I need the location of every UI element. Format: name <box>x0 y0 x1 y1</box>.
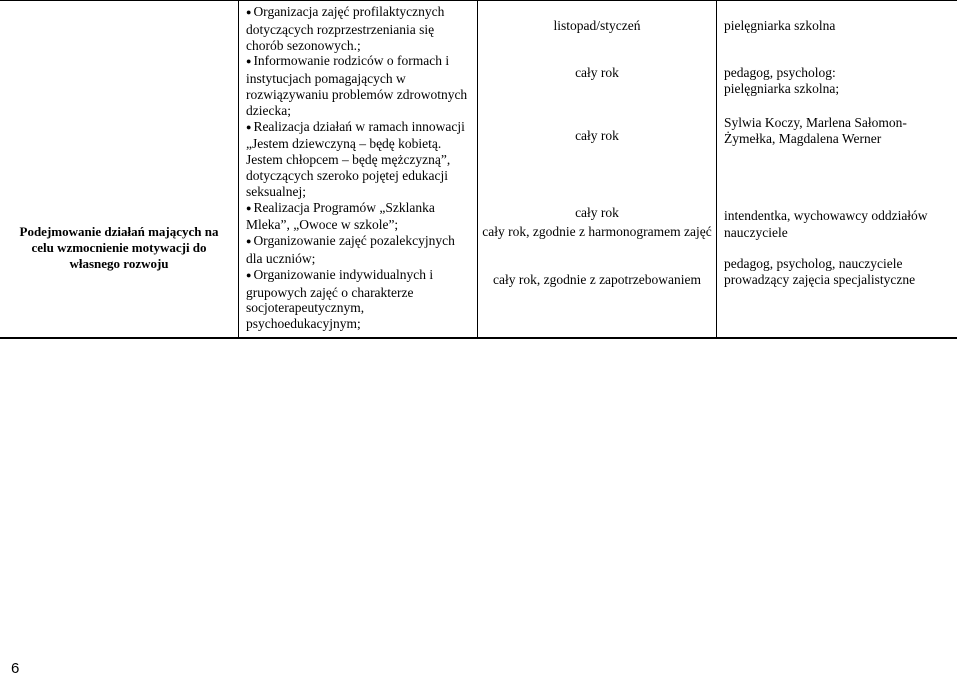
bullet-icon: ● <box>246 56 252 67</box>
tasks-list <box>246 4 474 332</box>
responsible-cell <box>717 1 957 337</box>
tasks-cell <box>239 1 478 337</box>
term-text: cały rok <box>575 128 619 143</box>
task-item: ● Organizacja zajęć profilaktycznych dotyczących rozprzestrzeniania się chorób sezonowych.; <box>246 4 445 53</box>
term-text: cały rok, zgodnie z zapotrzebowaniem <box>492 272 702 287</box>
term-text: cały rok, zgodnie z harmonogramem zajęć <box>482 224 712 239</box>
plan-table <box>0 0 957 339</box>
responsible-text: nauczyciele <box>724 225 788 240</box>
responsible-text: pedagog, psycholog, nauczyciele prowadzący zajęcia specjalistyczne <box>724 256 916 287</box>
responsible-text: intendentka, wychowawcy oddziałów <box>724 208 928 223</box>
term-text: listopad/styczeń <box>553 18 641 33</box>
responsible-text: Sylwia Koczy, Marlena Sałomon-Żymełka, Magdalena Werner <box>724 115 907 146</box>
bullet-icon: ● <box>246 202 252 213</box>
task-item: ● Organizowanie indywidualnych i grupowych zajęć o charakterze socjoterapeutycznym, psychoedukacyjnym; <box>246 266 434 332</box>
bullet-icon: ● <box>246 236 252 247</box>
term-text: cały rok <box>575 65 619 80</box>
bullet-icon: ● <box>246 269 252 280</box>
term-text: cały rok <box>575 205 619 220</box>
bullet-icon: ● <box>246 7 252 17</box>
page-number: 6 <box>11 660 20 677</box>
responsible-text: pielęgniarka szkolna <box>724 18 836 33</box>
area-cell <box>0 1 239 337</box>
terms-cell <box>478 1 717 337</box>
task-item: ● Informowanie rodziców o formach i instytucjach pomagających w rozwiązywaniu problemów zdrowotnych dziecka; <box>246 53 468 118</box>
area-title: Podejmowanie działań mających na celu wzmocnienie motywacji do własnego rozwoju <box>19 224 219 271</box>
task-item: ● Organizowanie zajęć pozalekcyjnych dla uczniów; <box>246 233 455 266</box>
task-item: ● Realizacja Programów „Szklanka Mleka”, „Owoce w szkole”; <box>246 199 435 233</box>
bullet-icon: ● <box>246 121 252 132</box>
responsible-text: pedagog, psycholog: pielęgniarka szkolna; <box>724 65 840 96</box>
task-item: ● Realizacja działań w ramach innowacji „Jestem dziewczyną – będę kobietą. Jestem chłopcem – będę mężczyzną”, dotyczących szeroko pojętej edukacji seksualnej; <box>246 118 465 199</box>
